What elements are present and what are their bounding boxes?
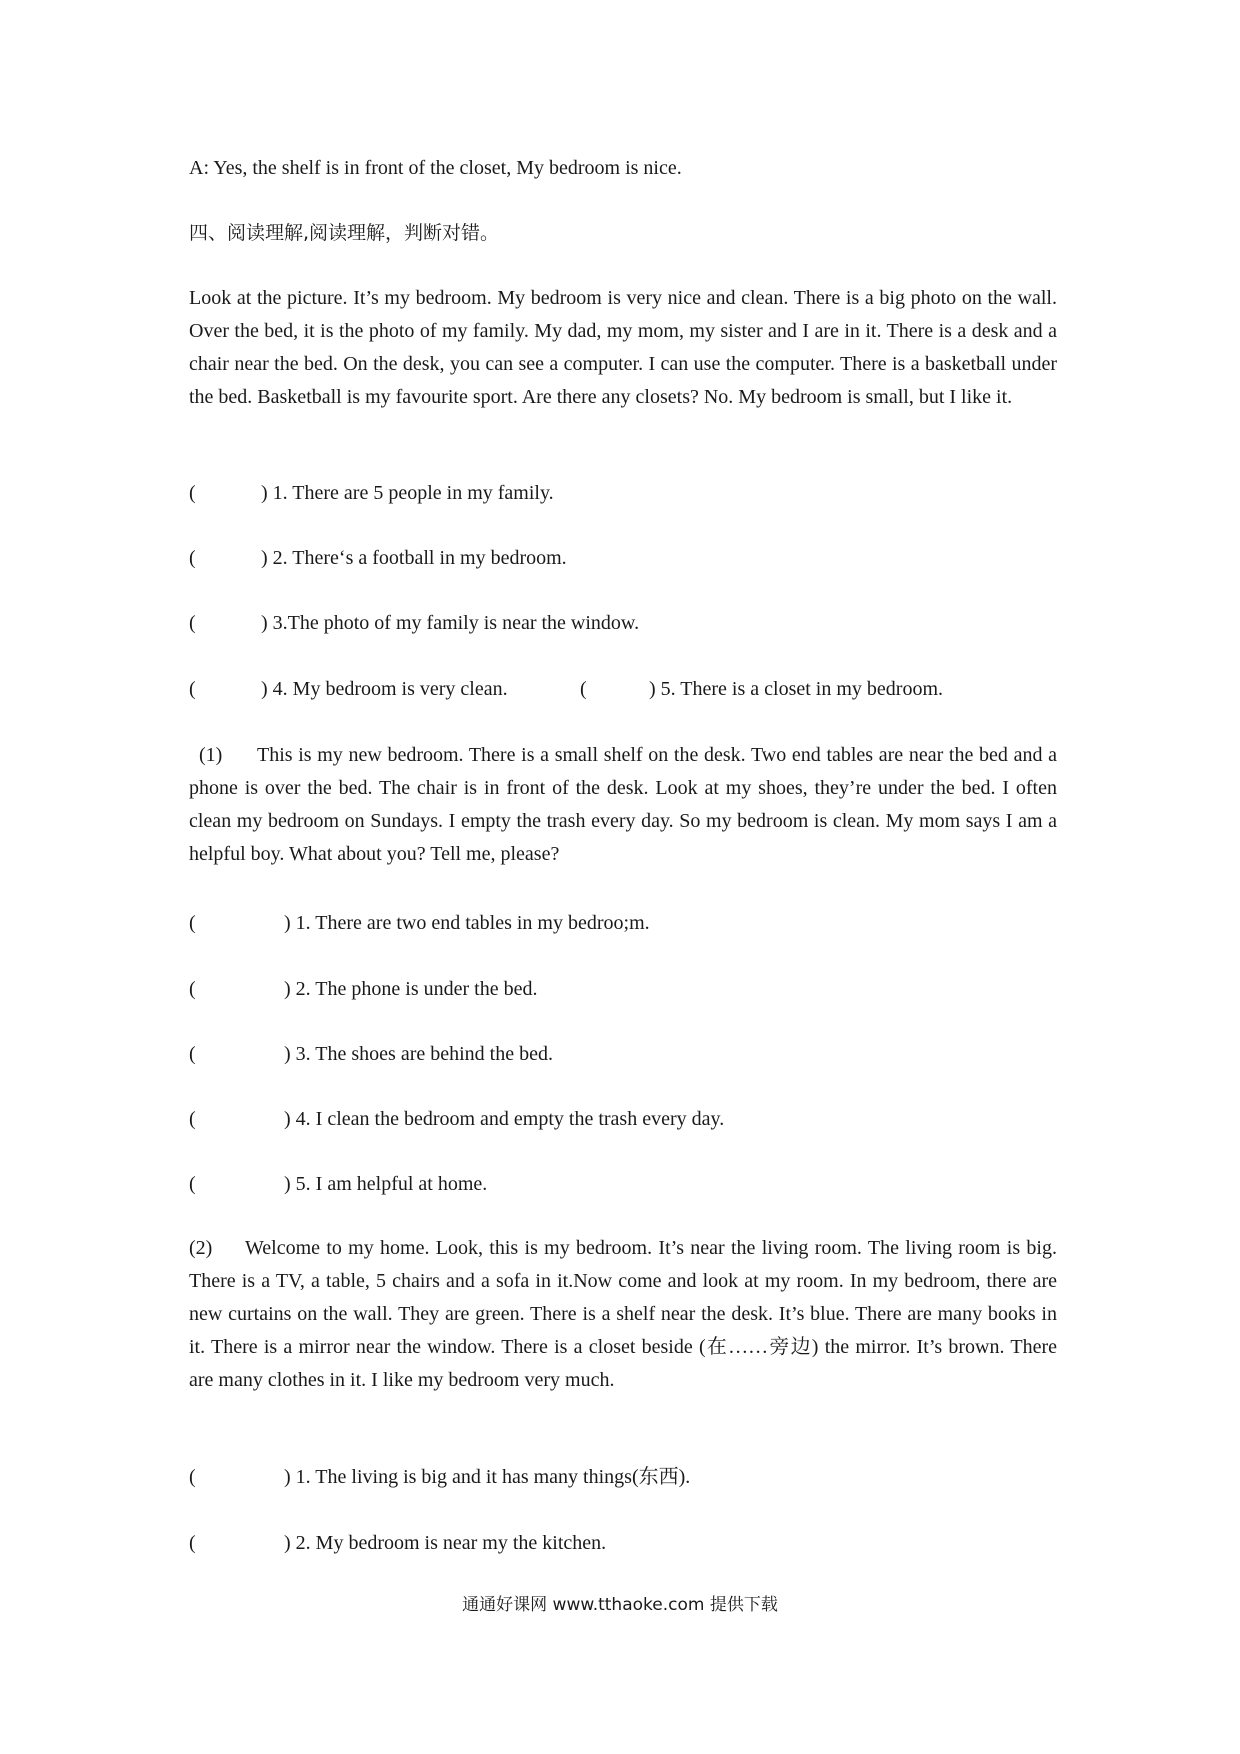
section-heading: 四、阅读理解,阅读理解，判断对错。	[189, 222, 500, 244]
reading-passage-1: Look at the picture. It’s my bedroom. My bedroom is very nice and clean. There is a big photo on the wall. Over the bed, it is the photo of my family. My dad, my mom, my sister and I are in it. There is a desk and a chair near the bed. On the desk, you can see a computer. I can use the computer. There is a basketball under the bed. Basketball is my favourite sport. Are there any closets? No. My bedroom is small, but I like it.	[189, 287, 1057, 408]
question-1-5: ) 5. There is a closet in my bedroom.	[649, 678, 944, 700]
footer-text: 通通好课网 www.tthaoke.com 提供下载	[462, 1595, 778, 1615]
passage-number: (2)	[189, 1237, 213, 1259]
question-1-4: ) 4. My bedroom is very clean.	[261, 678, 508, 700]
intro-answer: A: Yes, the shelf is in front of the closet, My bedroom is nice.	[189, 157, 682, 179]
reading-passage-3: (2) Welcome to my home. Look, this is my bedroom. It’s near the living room. The living room is big. There is a TV, a table, 5 chairs and a sofa in it.Now come and look at my room. In my bedroom, there are new curtains on the wall. They are green. There is a shelf near the desk. It’s blue. There are many books in it. There is a mirror near the window. There is a closet beside (在……旁边) the mirror. It’s brown. There are many clothes in it. I like my bedroom very much.	[189, 1232, 1057, 1397]
reading-passage-2: (1) This is my new bedroom. There is a small shelf on the desk. Two end tables are near the bed and a phone is over the bed. The chair is in front of the desk. Look at my shoes, they’re under the bed. I often clean my bedroom on Sundays. I empty the trash every day. So my bedroom is clean. My mom says I am a helpful boy. What about you? Tell me, please?	[189, 739, 1057, 871]
passage-number: (1)	[199, 744, 223, 766]
